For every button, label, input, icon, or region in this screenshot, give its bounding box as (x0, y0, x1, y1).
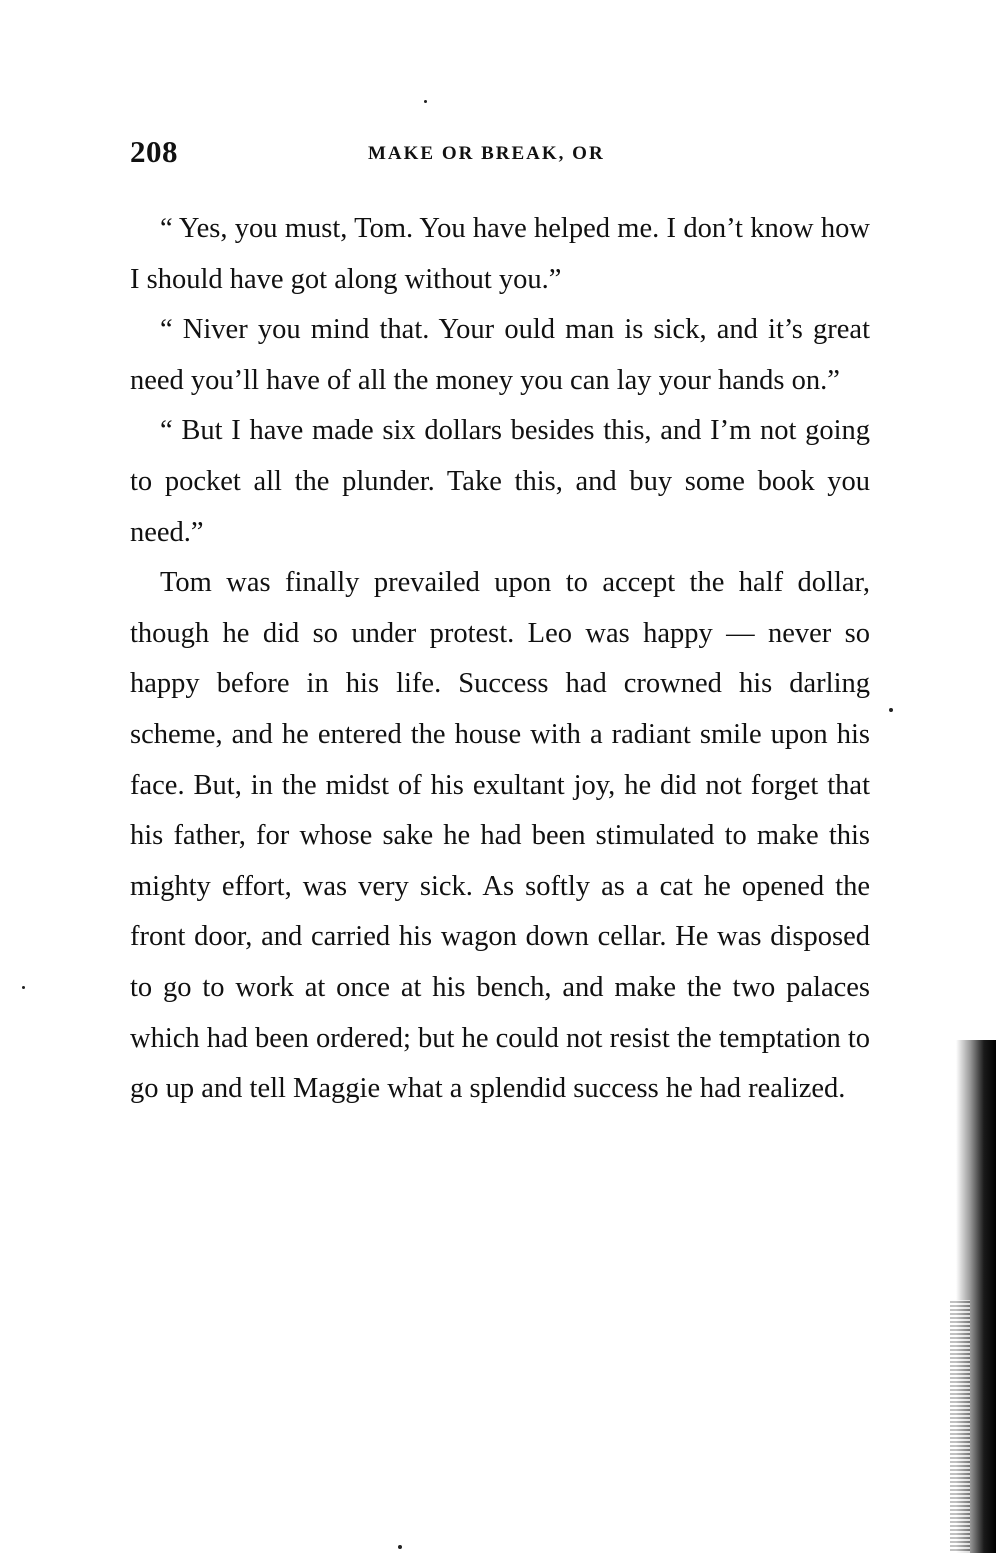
body-text (130, 204, 870, 1115)
paragraph-4: Tom was finally prevailed upon to accept the half dollar, though he did so under protest. Leo was happy — never so happy before in his life. Success had crowned his darling scheme, and he entered the house with a radiant smile upon his face. But, in the midst of his exultant joy, he did not forget that his father, for whose sake he had been stimulated to make this mighty effort, was very sick. As softly as a cat he opened the front door, and carried his wagon down cellar. He was disposed to go to work at once at his bench, and make the two palaces which had been ordered; but he could not resist the temptation to go up and tell Maggie what a splendid success he had realized. (130, 567, 871, 1105)
paragraph-2: “ Niver you mind that. Your ould man is sick, and it’s great need you’ll have of all the money you can lay your hands on.” (130, 314, 870, 396)
page-number: 208 (130, 134, 178, 169)
running-head (130, 134, 870, 174)
paragraph-3: “ But I have made six dollars besides this, and I’m not going to pocket all the plunder. Take this, and buy some book you need.” (130, 415, 870, 548)
paragraph-1: “ Yes, you must, Tom. You have helped me. I don’t know how I should have got along without you.” (130, 213, 870, 295)
scan-speck (22, 986, 25, 989)
running-title: MAKE OR BREAK, OR (368, 143, 605, 164)
scan-speck (424, 100, 427, 103)
scan-speck (889, 708, 893, 712)
page-edge-shadow (956, 1040, 996, 1553)
scan-speck (398, 1545, 402, 1549)
